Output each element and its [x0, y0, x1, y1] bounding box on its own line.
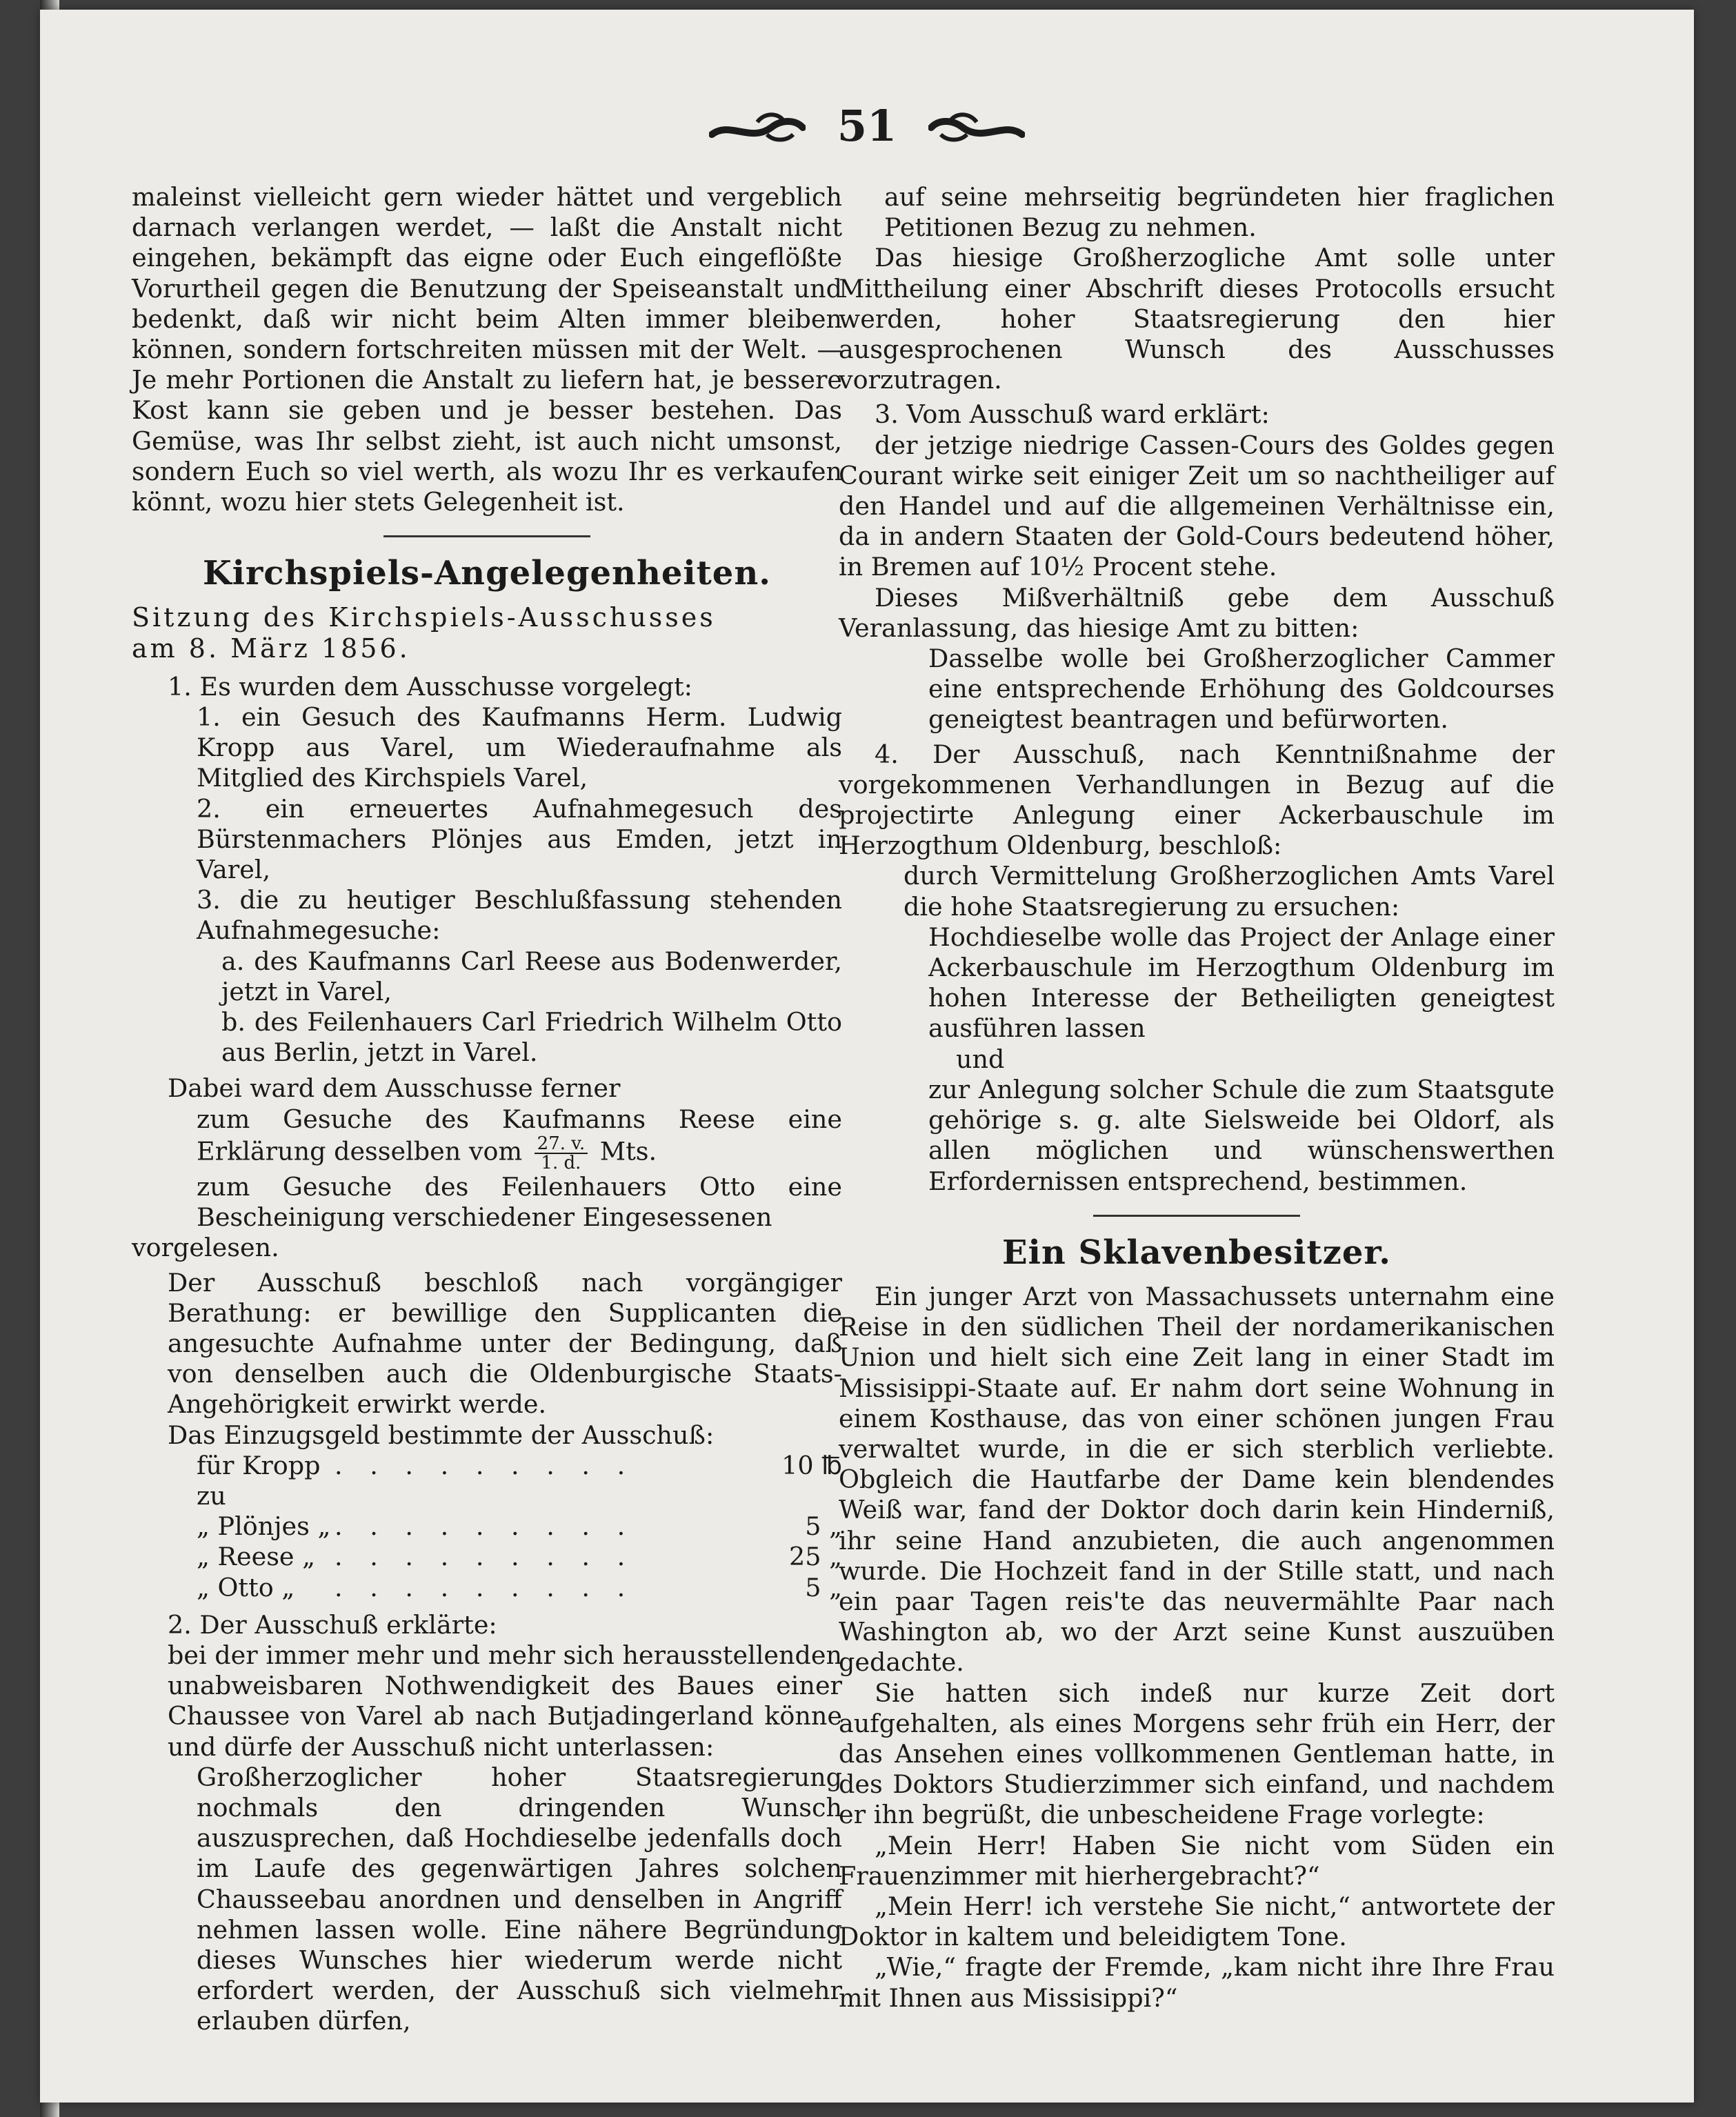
session-date: am 8. März 1856.: [132, 633, 410, 664]
session-title: Sitzung des Kirchspiels-Ausschusses: [132, 602, 716, 633]
item-1-3-a: a. des Kaufmanns Carl Reese aus Bodenwerder, jetzt in Varel,: [221, 946, 842, 1006]
page-number: 51: [837, 101, 897, 151]
vorgelesen-line: vorgelesen.: [132, 1233, 279, 1263]
dabei-line: Dabei ward dem Ausschusse ferner: [168, 1073, 621, 1104]
document-page: [40, 10, 1694, 2103]
fee-amount: 5 „: [805, 1572, 842, 1602]
item-4: 4. Der Ausschuß, nach Kenntnißnahme der vorgekommenen Verhandlungen in Bezug auf die projectirte Anlegung einer Ackerbauschule im Herzogthum Oldenburg, beschloß:: [839, 739, 1555, 861]
fee-name: „ Reese „: [197, 1542, 316, 1572]
fee-dots: . . . . . . . . .: [335, 1450, 635, 1480]
page-header: [40, 101, 1694, 151]
item-1-2: 2. ein erneuertes Aufnahmegesuch des Bürstenmachers Plönjes aus Emden, jetzt in Varel,: [197, 793, 842, 885]
story-paragraph-4: „Mein Herr! ich verstehe Sie nicht,“ antwortete der Doktor in kaltem und beleidigtem Tone.: [839, 1891, 1555, 1952]
paragraph-speiseanstalt: maleinst vielleicht gern wieder hättet und vergeblich darnach verlangen werdet, — laßt die Anstalt nicht eingehen, bekämpft das eigne oder Euch eingeflößte Vorurtheil gegen die Benutzung der Speiseanstalt und bedenkt, daß wir nicht beim Alten immer bleiben können, sondern fortschreiten müssen mit der Welt. — Je mehr Portionen die Anstalt zu liefern hat, je bessere Kost kann sie geben und je besser bestehen. Das Gemüse, was Ihr selbst zieht, ist auch nicht umsonst, sondern Euch so viel werth, als wozu Ihr es verkaufen könnt, wozu hier stets Gelegenheit ist.: [132, 182, 842, 517]
fee-amount: 10 ℔: [781, 1450, 842, 1480]
item-1-3: 3. die zu heutiger Beschlußfassung stehenden Aufnahmegesuche:: [197, 885, 842, 946]
reese-line: [132, 1104, 842, 1172]
fee-name: für Kropp zu: [197, 1450, 321, 1511]
item-2-quote: Großherzoglicher hoher Staatsregierung nochmals den dringenden Wunsch auszusprechen, daß Hochdieselbe jedenfalls doch im Laufe des gegenwärtigen Jahres solchen Chausseebau anordnen und denselben in Angriff nehmen lassen wolle. Eine nähere Begründung dieses Wunsches hier wiederum werde nicht erfordert werden, der Ausschuß sich vielmehr erlauben dürfen,: [197, 1762, 842, 2036]
fee-dots: . . . . . . . . .: [335, 1542, 635, 1572]
item-3: 3. Vom Ausschuß ward erklärt:: [875, 399, 1270, 430]
divider: [1093, 1215, 1300, 1217]
story-paragraph-1: Ein junger Arzt von Massachussets unternahm eine Reise in den südlichen Theil der nordamerikanischen Union und hielt sich eine Zeit lang in einer Stadt im Missisippi-Staate auf. Er nahm dort seine Wohnung in einem Kosthause, das von einer schönen jungen Frau verwaltet wurde, in die er sich sterblich verliebte. Obgleich die Hautfarbe der Dame kein blendendes Weiß war, fand der Doktor doch darin kein Hinderniß, ihr seine Hand anzubieten, die auch angenommen wurde. Die Hochzeit fand in der Stille statt, und nach ein paar Tagen reis'te das neuvermählte Paar nach Washington ab, wo der Arzt seine Kunst auszuüben gedachte.: [839, 1281, 1555, 1678]
fee-dots: . . . . . . . . .: [335, 1572, 635, 1602]
fraction-denominator: 1. d.: [541, 1152, 581, 1173]
fraction-numerator: 27. v.: [535, 1135, 588, 1154]
divider: [383, 535, 590, 537]
fee-name: „ Otto „: [197, 1572, 295, 1602]
item-4-b: Hochdieselbe wolle das Project der Anlage einer Ackerbauschule im Herzogthum Oldenburg im hohen Interesse der Betheiligten geneigtest ausführen lassen: [928, 922, 1555, 1044]
item-1-1: 1. ein Gesuch des Kaufmanns Herm. Ludwig Kropp aus Varel, um Wiederaufnahme als Mitglied des Kirchspiels Varel,: [197, 702, 842, 793]
section-heading-sklavenbesitzer: Ein Sklavenbesitzer.: [1002, 1233, 1391, 1272]
continuation-paragraph: auf seine mehrseitig begründeten hier fraglichen Petitionen Bezug zu nehmen.: [884, 182, 1555, 243]
right-column: [839, 182, 1555, 2014]
fee-row-ploenjes: [132, 1511, 842, 1542]
story-paragraph-2: Sie hatten sich indeß nur kurze Zeit dort aufgehalten, als eines Morgens sehr früh ein Herr, der das Ansehen eines vollkommenen Gentleman hatte, in des Doktors Studierzimmer sich einfand, und nachdem er ihn begrüßt, die unbescheidene Frage vorlegte:: [839, 1678, 1555, 1830]
fee-row-reese: [132, 1542, 842, 1572]
date-fraction: [535, 1135, 588, 1172]
item-4-a: durch Vermittelung Großherzoglichen Amts Varel die hohe Staatsregierung zu ersuchen:: [904, 861, 1555, 922]
item-3-quote: Dasselbe wolle bei Großherzoglicher Cammer eine entsprechende Erhöhung des Goldcourses geneigtest beantragen und befürworten.: [928, 644, 1555, 735]
fee-dots: . . . . . . . . .: [335, 1511, 635, 1542]
fee-amount: 5 „: [805, 1511, 842, 1542]
reese-suffix: Mts.: [599, 1136, 657, 1166]
reese-text: zum Gesuche des Kaufmanns Reese eine Erklärung desselben vom: [197, 1104, 842, 1166]
item-4-und: und: [956, 1044, 1005, 1074]
einzug-line: Das Einzugsgeld bestimmte der Ausschuß:: [168, 1420, 715, 1450]
item-4-c: zur Anlegung solcher Schule die zum Staatsgute gehörige s. g. alte Sielsweide bei Oldorf, als allen möglichen und wünschenswerthen Erfordernissen entsprechend, bestimmen.: [928, 1074, 1555, 1196]
fee-row-otto: [132, 1573, 842, 1603]
fee-row-kropp: [132, 1451, 842, 1511]
section-heading-kirchspiel: Kirchspiels-Angelegenheiten.: [203, 554, 771, 593]
fee-name: „ Plönjes „: [197, 1511, 331, 1542]
story-paragraph-3: „Mein Herr! Haben Sie nicht vom Süden ein Frauenzimmer mit hierhergebracht?“: [839, 1830, 1555, 1891]
item-2-text: bei der immer mehr und mehr sich herausstellenden unabweisbaren Nothwendigkeit des Baues einer Chaussee von Varel ab nach Butjadingerland könne und dürfe der Ausschuß nicht unterlassen:: [168, 1640, 842, 1762]
story-paragraph-5: „Wie,“ fragte der Fremde, „kam nicht ihre Ihre Frau mit Ihnen aus Missisippi?“: [839, 1952, 1555, 2013]
beschluss-paragraph: Der Ausschuß beschloß nach vorgängiger Berathung: er bewillige den Supplicanten die angesuchte Aufnahme unter der Bedingung, daß von denselben auch die Oldenburgische Staats-Angehörigkeit erwirkt werde.: [168, 1267, 842, 1420]
item-1-3-b: b. des Feilenhauers Carl Friedrich Wilhelm Otto aus Berlin, jetzt in Varel.: [221, 1007, 842, 1068]
item-3-text: der jetzige niedrige Cassen-Cours des Goldes gegen Courant wirke seit einiger Zeit um so nachtheiliger auf den Handel und auf die allgemeinen Verhältnisse ein, da in andern Staaten der Gold-Cours bedeutend höher, in Bremen auf 10½ Procent stehe.: [839, 430, 1555, 582]
fee-amount: 25 „: [789, 1542, 842, 1572]
item-1: 1. Es wurden dem Ausschusse vorgelegt:: [168, 671, 692, 702]
left-ornament-icon: [709, 107, 806, 146]
left-column: [132, 182, 842, 2037]
otto-line: zum Gesuche des Feilenhauers Otto eine Bescheinigung verschiedener Eingesessenen: [197, 1171, 842, 1233]
item-3-request: Dieses Mißverhältniß gebe dem Ausschuß Veranlassung, das hiesige Amt zu bitten:: [839, 582, 1555, 643]
amt-paragraph: Das hiesige Großherzogliche Amt solle unter Mittheilung einer Abschrift dieses Protocolls ersucht werden, hoher Staatsregierung den hier ausgesprochenen Wunsch des Ausschusses vorzutragen.: [839, 243, 1555, 395]
right-ornament-icon: [928, 107, 1025, 146]
item-2: 2. Der Ausschuß erklärte:: [168, 1609, 497, 1640]
